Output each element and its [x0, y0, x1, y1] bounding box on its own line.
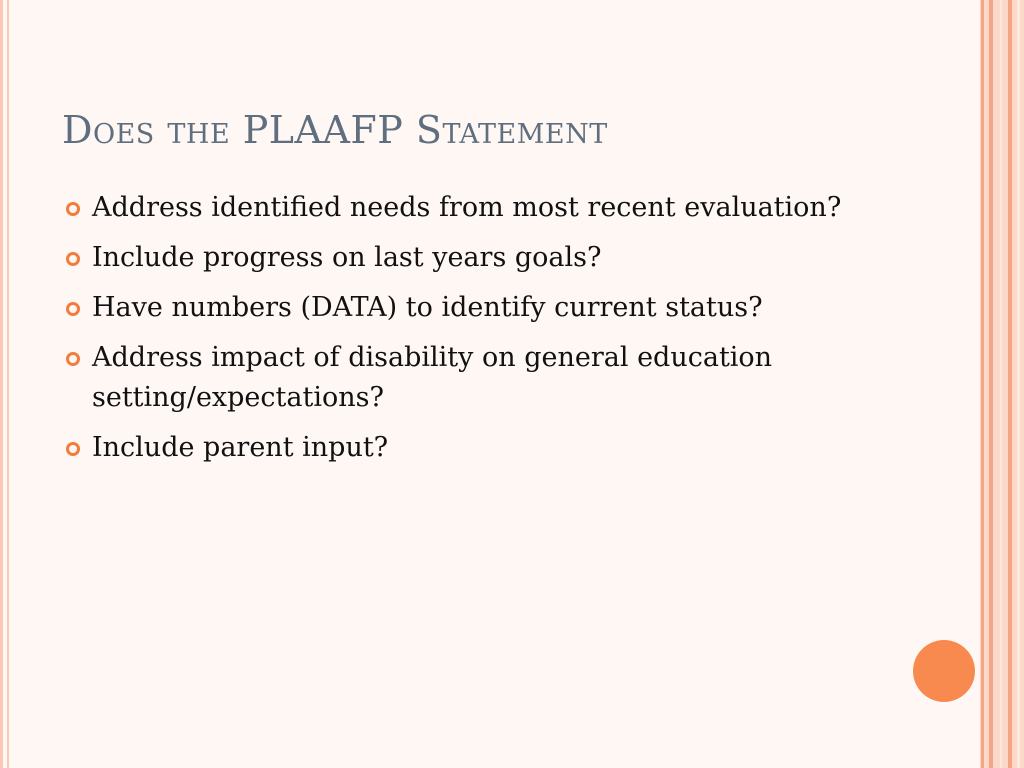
circle-bullet-icon [66, 302, 80, 316]
bullet-text: Address identified needs from most recent evaluation? [92, 192, 842, 223]
bullet-text: Have numbers (DATA) to identify current status? [92, 292, 763, 323]
right-border-stripe [981, 0, 984, 768]
circle-bullet-icon [66, 252, 80, 266]
bullet-item [62, 428, 942, 468]
right-border-stripe [1000, 0, 1002, 768]
bullet-item [62, 338, 942, 418]
bullet-text: Include progress on last years goals? [92, 242, 602, 273]
bullet-list [62, 188, 942, 478]
decorative-orange-circle [913, 640, 975, 702]
bullet-item [62, 188, 942, 228]
left-border-stripe-inner [7, 0, 9, 768]
slide-title: Does the PLAAFP Statement [62, 108, 608, 152]
left-border-stripe [0, 0, 3, 768]
bullet-item [62, 288, 942, 328]
circle-bullet-icon [66, 202, 80, 216]
bullet-text: Include parent input? [92, 432, 389, 463]
circle-bullet-icon [66, 352, 80, 366]
right-border-stripe [1008, 0, 1012, 768]
right-border-stripe [989, 0, 993, 768]
bullet-text: Address impact of disability on general education setting/expectations? [92, 342, 773, 413]
bullet-item [62, 238, 942, 278]
right-border-stripe [1017, 0, 1020, 768]
circle-bullet-icon [66, 442, 80, 456]
